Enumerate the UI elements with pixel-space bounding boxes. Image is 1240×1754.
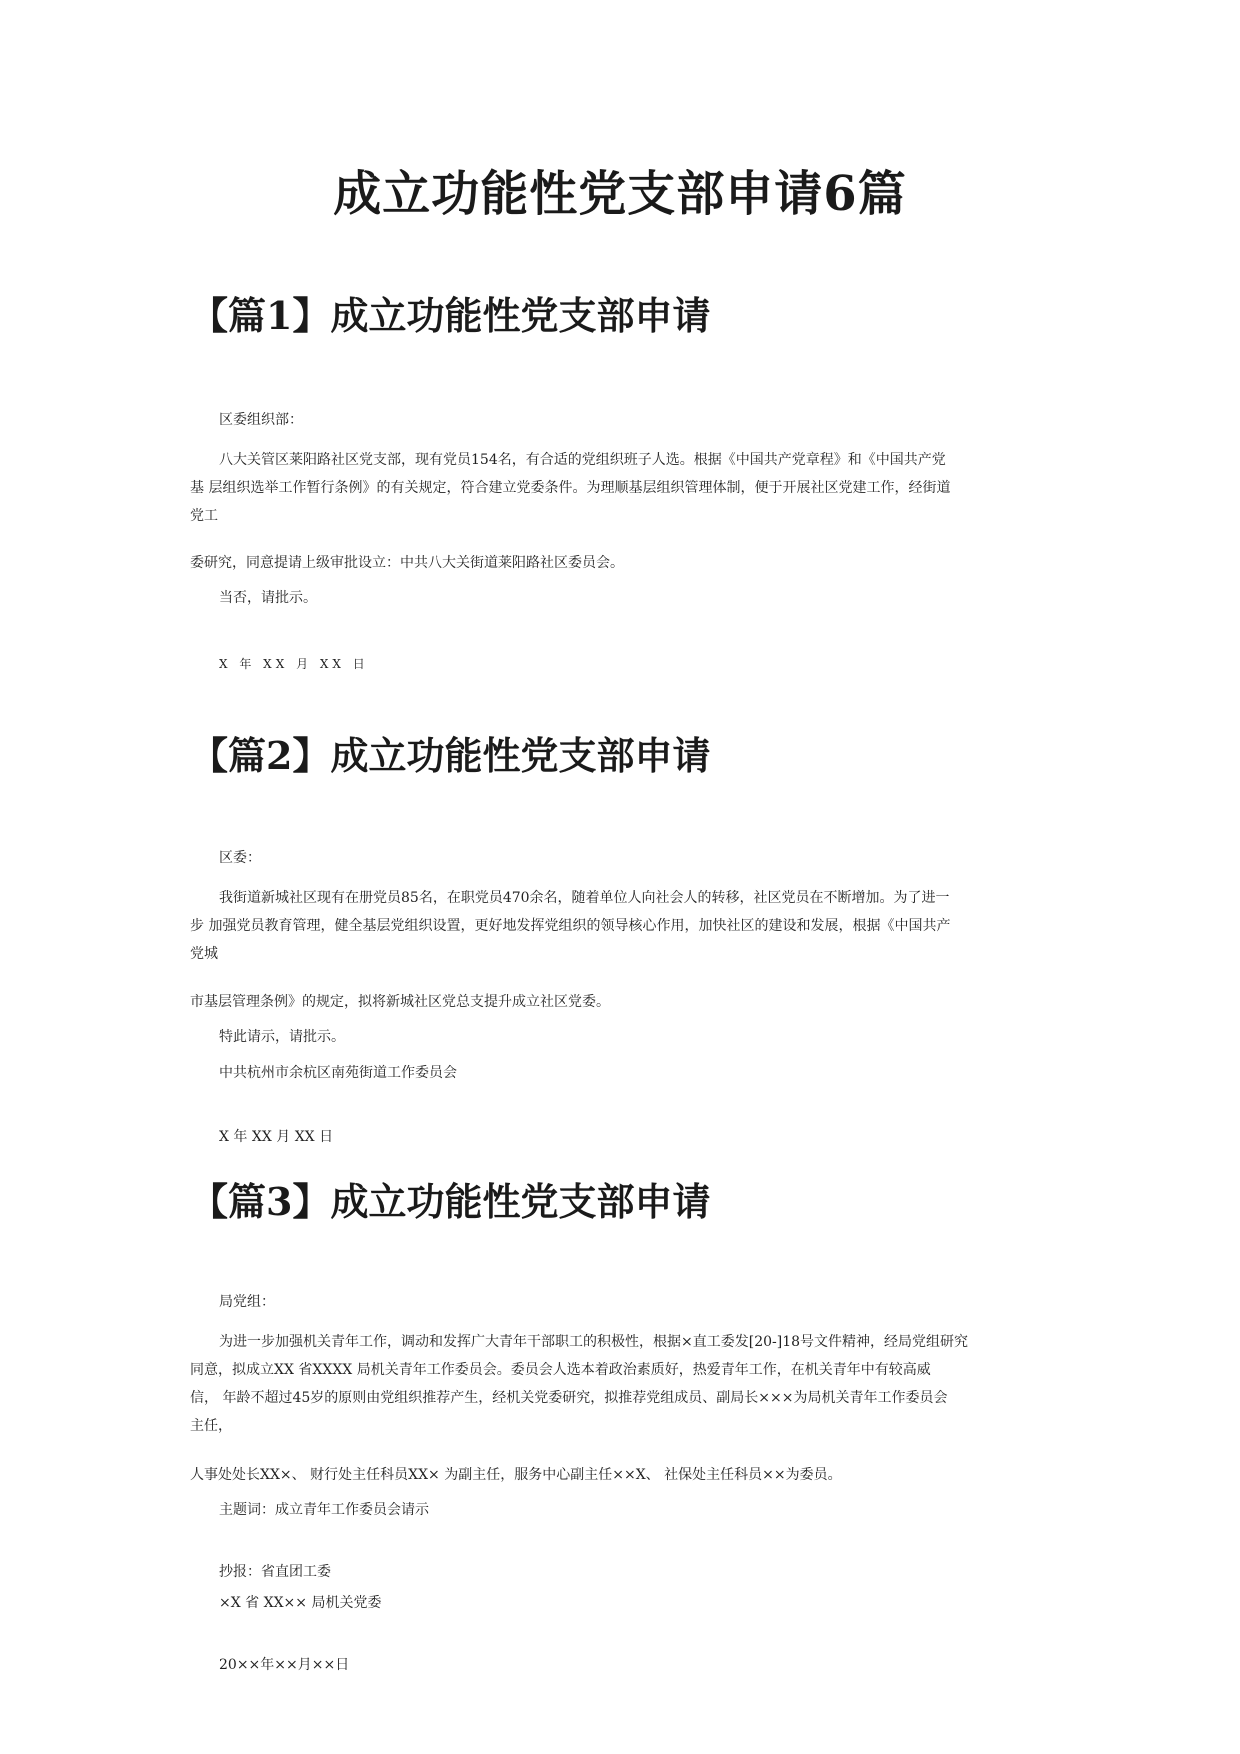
- section-3-cc-line: ×X 省 XX×× 局机关党委: [219, 1595, 382, 1611]
- section-1-addressee: 区委组织部：: [219, 412, 303, 428]
- section-3-addressee: 局党组：: [219, 1294, 275, 1310]
- section-3-body-line: 主任，: [190, 1418, 232, 1434]
- section-3-heading: 【篇3】成立功能性党支部申请: [190, 1179, 711, 1224]
- document-title: 成立功能性党支部申请6篇: [333, 166, 907, 222]
- section-1-body-line: 委研究，同意提请上级审批设立：中共八大关街道莱阳路社区委员会。: [190, 555, 624, 571]
- section-3-cc: 抄报：省直团工委: [219, 1564, 331, 1580]
- section-2-body-line: 党城: [190, 946, 218, 962]
- section-3-body-line: 人事处处长XX×、 财行处主任科员XX× 为副主任，服务中心副主任××X、 社保处主任科员××为委员。: [190, 1467, 842, 1483]
- section-1-closing: 当否，请批示。: [219, 590, 317, 606]
- section-2-date: X 年 XX 月 XX 日: [219, 1129, 334, 1145]
- section-3-subject: 主题词：成立青年工作委员会请示: [219, 1502, 429, 1518]
- section-2-closing: 特此请示，请批示。: [219, 1029, 345, 1045]
- section-2-body-line: 市基层管理条例》的规定，拟将新城社区党总支提升成立社区党委。: [190, 994, 610, 1010]
- section-3-body-line: 为进一步加强机关青年工作，调动和发挥广大青年干部职工的积极性，根据×直工委发[20-]18号文件精神，经局党组研究: [219, 1334, 969, 1350]
- section-2-signature: 中共杭州市余杭区南苑街道工作委员会: [219, 1065, 457, 1081]
- section-3-body-line: 信， 年龄不超过45岁的原则由党组织推荐产生，经机关党委研究，拟推荐党组成员、副局长×××为局机关青年工作委员会: [190, 1390, 948, 1406]
- section-1-body-line: 党工: [190, 508, 218, 524]
- section-3-date: 20××年××月××日: [219, 1657, 350, 1673]
- section-2-body-line: 步 加强党员教育管理，健全基层党组织设置，更好地发挥党组织的领导核心作用，加快社区的建设和发展，根据《中国共产: [190, 918, 951, 934]
- section-1-heading: 【篇1】成立功能性党支部申请: [190, 293, 711, 338]
- section-1-date: X 年 XX 月 XX 日: [219, 657, 369, 671]
- section-1-body-line: 八大关管区莱阳路社区党支部，现有党员154名，有合适的党组织班子人选。根据《中国共产党章程》和《中国共产党: [219, 452, 946, 468]
- section-2-heading: 【篇2】成立功能性党支部申请: [190, 733, 711, 778]
- section-2-body-line: 我街道新城社区现有在册党员85名，在职党员470余名，随着单位人向社会人的转移，社区党员在不断增加。为了进一: [219, 890, 950, 906]
- section-2-addressee: 区委：: [219, 850, 261, 866]
- section-1-body-line: 基 层组织选举工作暂行条例》的有关规定，符合建立党委条件。为理顺基层组织管理体制，便于开展社区党建工作，经街道: [190, 480, 951, 496]
- section-3-body-line: 同意，拟成立XX 省XXXX 局机关青年工作委员会。委员会人选本着政治素质好，热爱青年工作，在机关青年中有较高威: [190, 1362, 931, 1378]
